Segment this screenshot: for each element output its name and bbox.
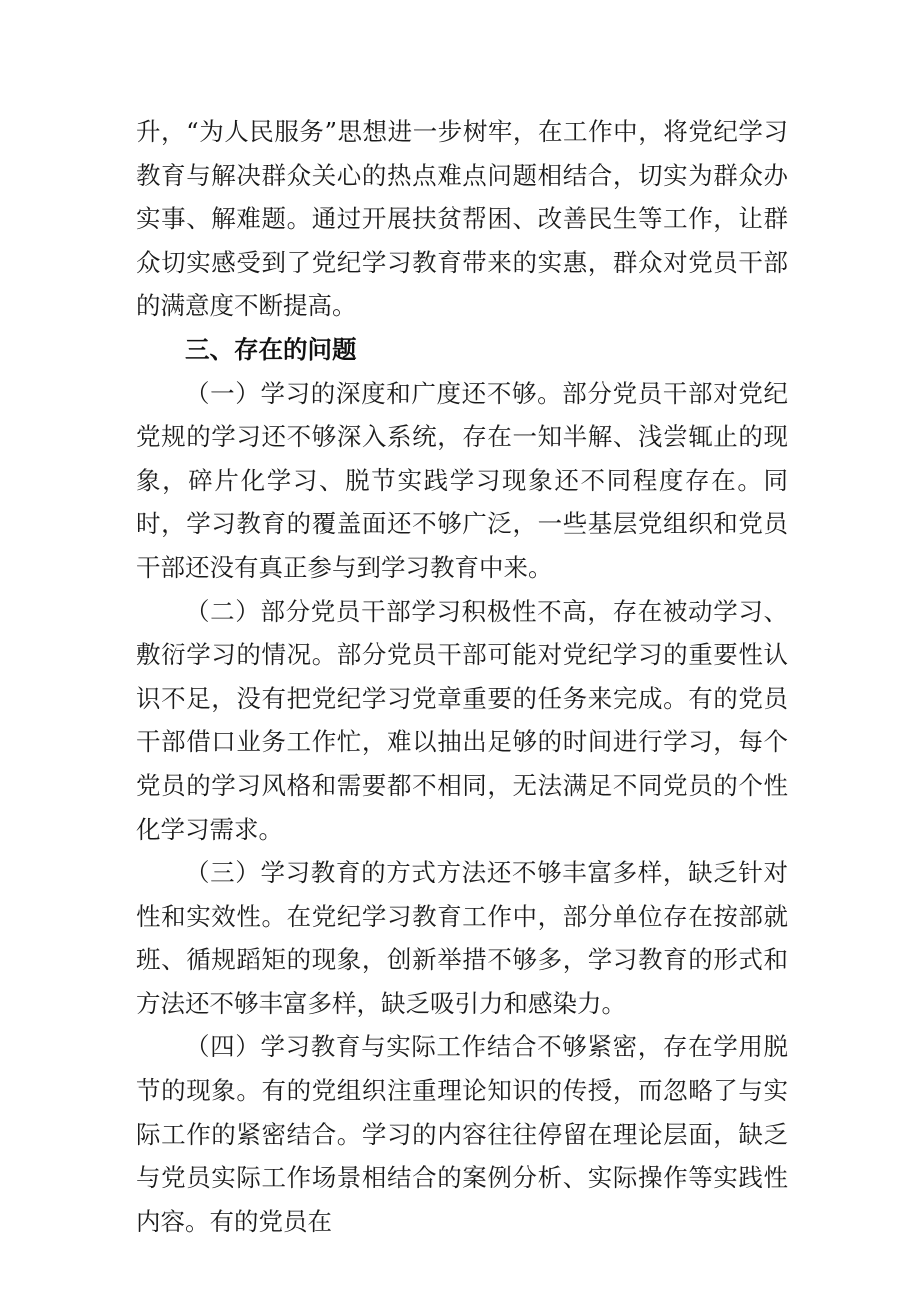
document-body bbox=[136, 110, 788, 1243]
paragraph-problem-1: （一）学习的深度和广度还不够。部分党员干部对党纪党规的学习还不够深入系统，存在一知半解、浅尝辄止的现象，碎片化学习、脱节实践学习现象还不同程度存在。同时，学习教育的覆盖面还不够广泛，一些基层党组织和党员干部还没有真正参与到学习教育中来。 bbox=[136, 378, 788, 582]
section-heading-problems: 三、存在的问题 bbox=[185, 334, 357, 364]
paragraph-problem-2: （二）部分党员干部学习积极性不高，存在被动学习、敷衍学习的情况。部分党员干部可能对党纪学习的重要性认识不足，没有把党纪学习党章重要的任务来完成。有的党员干部借口业务工作忙，难以抽出足够的时间进行学习，每个党员的学习风格和需要都不相同，无法满足不同党员的个性化学习需求。 bbox=[136, 596, 788, 844]
paragraph-problem-4: （四）学习教育与实际工作结合不够紧密，存在学用脱节的现象。有的党组织注重理论知识的传授，而忽略了与实际工作的紧密结合。学习的内容往往停留在理论层面，缺乏与党员实际工作场景相结合的案例分析、实际操作等实践性内容。有的党员在 bbox=[136, 1032, 788, 1236]
paragraph-problem-3: （三）学习教育的方式方法还不够丰富多样，缺乏针对性和实效性。在党纪学习教育工作中，部分单位存在按部就班、循规蹈矩的现象，创新举措不够多，学习教育的形式和方法还不够丰富多样，缺乏吸引力和感染力。 bbox=[136, 858, 788, 1018]
paragraph-continued: 升，“为人民服务”思想进一步树牢，在工作中，将党纪学习教育与解决群众关心的热点难点问题相结合，切实为群众办实事、解难题。通过开展扶贫帮困、改善民生等工作，让群众切实感受到了党纪学习教育带来的实惠，群众对党员干部的满意度不断提高。 bbox=[136, 117, 788, 321]
